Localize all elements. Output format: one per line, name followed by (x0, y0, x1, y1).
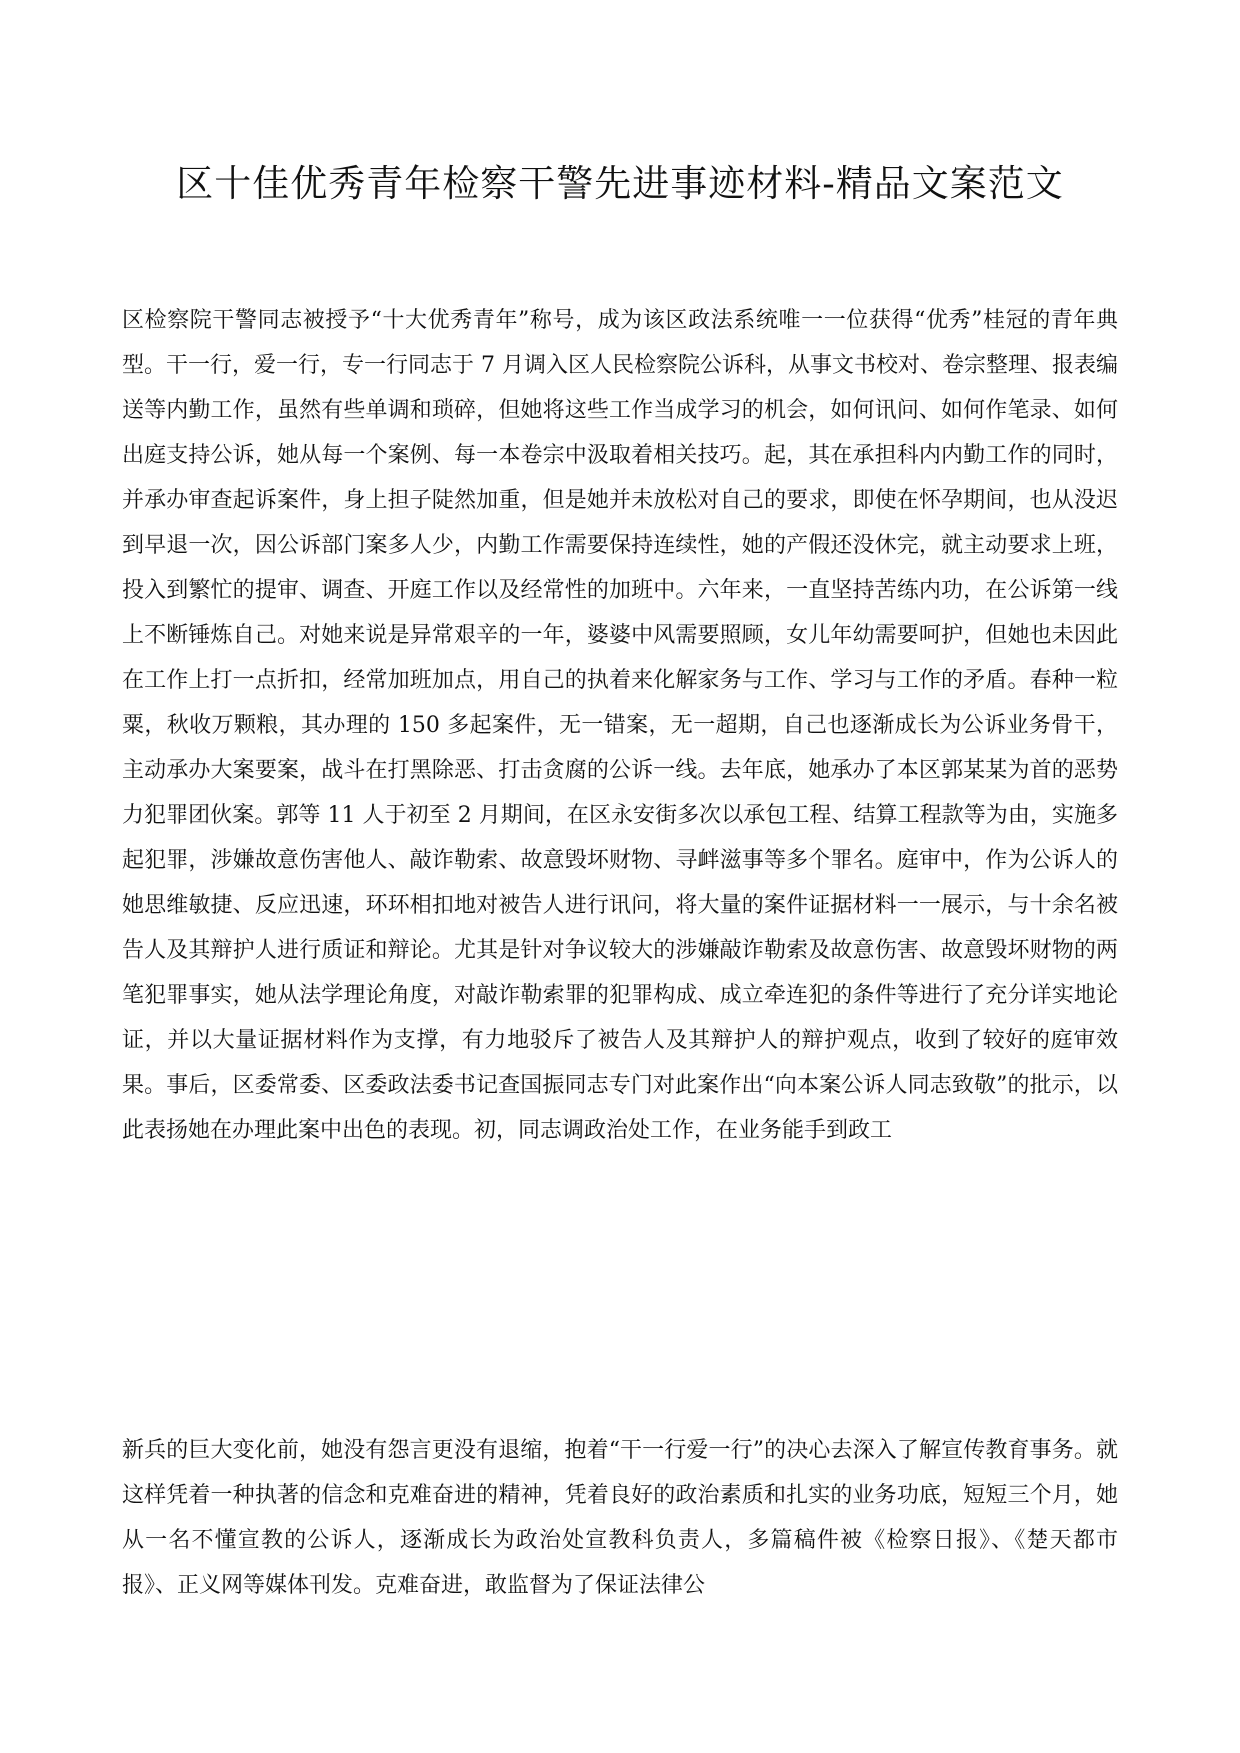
body-paragraph-2: 新兵的巨大变化前，她没有怨言更没有退缩，抱着“干一行爱一行”的决心去深入了解宣传教育事务。就这样凭着一种执著的信念和克难奋进的精神，凭着良好的政治素质和扎实的业务功底，短短三个月，她从一名不懂宣教的公诉人，逐渐成长为政治处宣教科负责人，多篇稿件被《检察日报》、《楚天都市报》、正义网等媒体刊发。克难奋进，敢监督为了保证法律公 (122, 1438, 1118, 1598)
body-paragraph-1: 区检察院干警同志被授予“十大优秀青年”称号，成为该区政法系统唯一一位获得“优秀”桂冠的青年典型。干一行，爱一行，专一行同志于 7 月调入区人民检察院公诉科，从事文书校对、卷宗整理、报表编送等内勤工作，虽然有些单调和琐碎，但她将这些工作当成学习的机会，如何讯问、如何作笔录、如何出庭支持公诉，她从每一个案例、每一本卷宗中汲取着相关技巧。起，其在承担科内内勤工作的同时，并承办审查起诉案件，身上担子陡然加重，但是她并未放松对自己的要求，即使在怀孕期间，也从没迟到早退一次，因公诉部门案多人少，内勤工作需要保持连续性，她的产假还没休完，就主动要求上班，投入到繁忙的提审、调查、开庭工作以及经常性的加班中。六年来，一直坚持苦练内功，在公诉第一线上不断锤炼自己。对她来说是异常艰辛的一年，婆婆中风需要照顾，女儿年幼需要呵护，但她也未因此在工作上打一点折扣，经常加班加点，用自己的执着来化解家务与工作、学习与工作的矛盾。春种一粒粟，秋收万颗粮，其办理的 150 多起案件，无一错案，无一超期，自己也逐渐成长为公诉业务骨干，主动承办大案要案，战斗在打黑除恶、打击贪腐的公诉一线。去年底，她承办了本区郭某某为首的恶势力犯罪团伙案。郭等 11 人于初至 2 月期间，在区永安街多次以承包工程、结算工程款等为由，实施多起犯罪，涉嫌故意伤害他人、敲诈勒索、故意毁坏财物、寻衅滋事等多个罪名。庭审中，作为公诉人的她思维敏捷、反应迅速，环环相扣地对被告人进行讯问，将大量的案件证据材料一一展示，与十余名被告人及其辩护人进行质证和辩论。尤其是针对争议较大的涉嫌敲诈勒索及故意伤害、故意毁坏财物的两笔犯罪事实，她从法学理论角度，对敲诈勒索罪的犯罪构成、成立牵连犯的条件等进行了充分详实地论证，并以大量证据材料作为支撑，有力地驳斥了被告人及其辩护人的辩护观点，收到了较好的庭审效果。事后，区委常委、区委政法委书记查国振同志专门对此案作出“向本案公诉人同志致敬”的批示，以此表扬她在办理此案中出色的表现。初，同志调政治处工作，在业务能手到政工 (122, 308, 1118, 1143)
document-title: 区十佳优秀青年检察干警先进事迹材料-精品文案范文 (176, 162, 1064, 205)
